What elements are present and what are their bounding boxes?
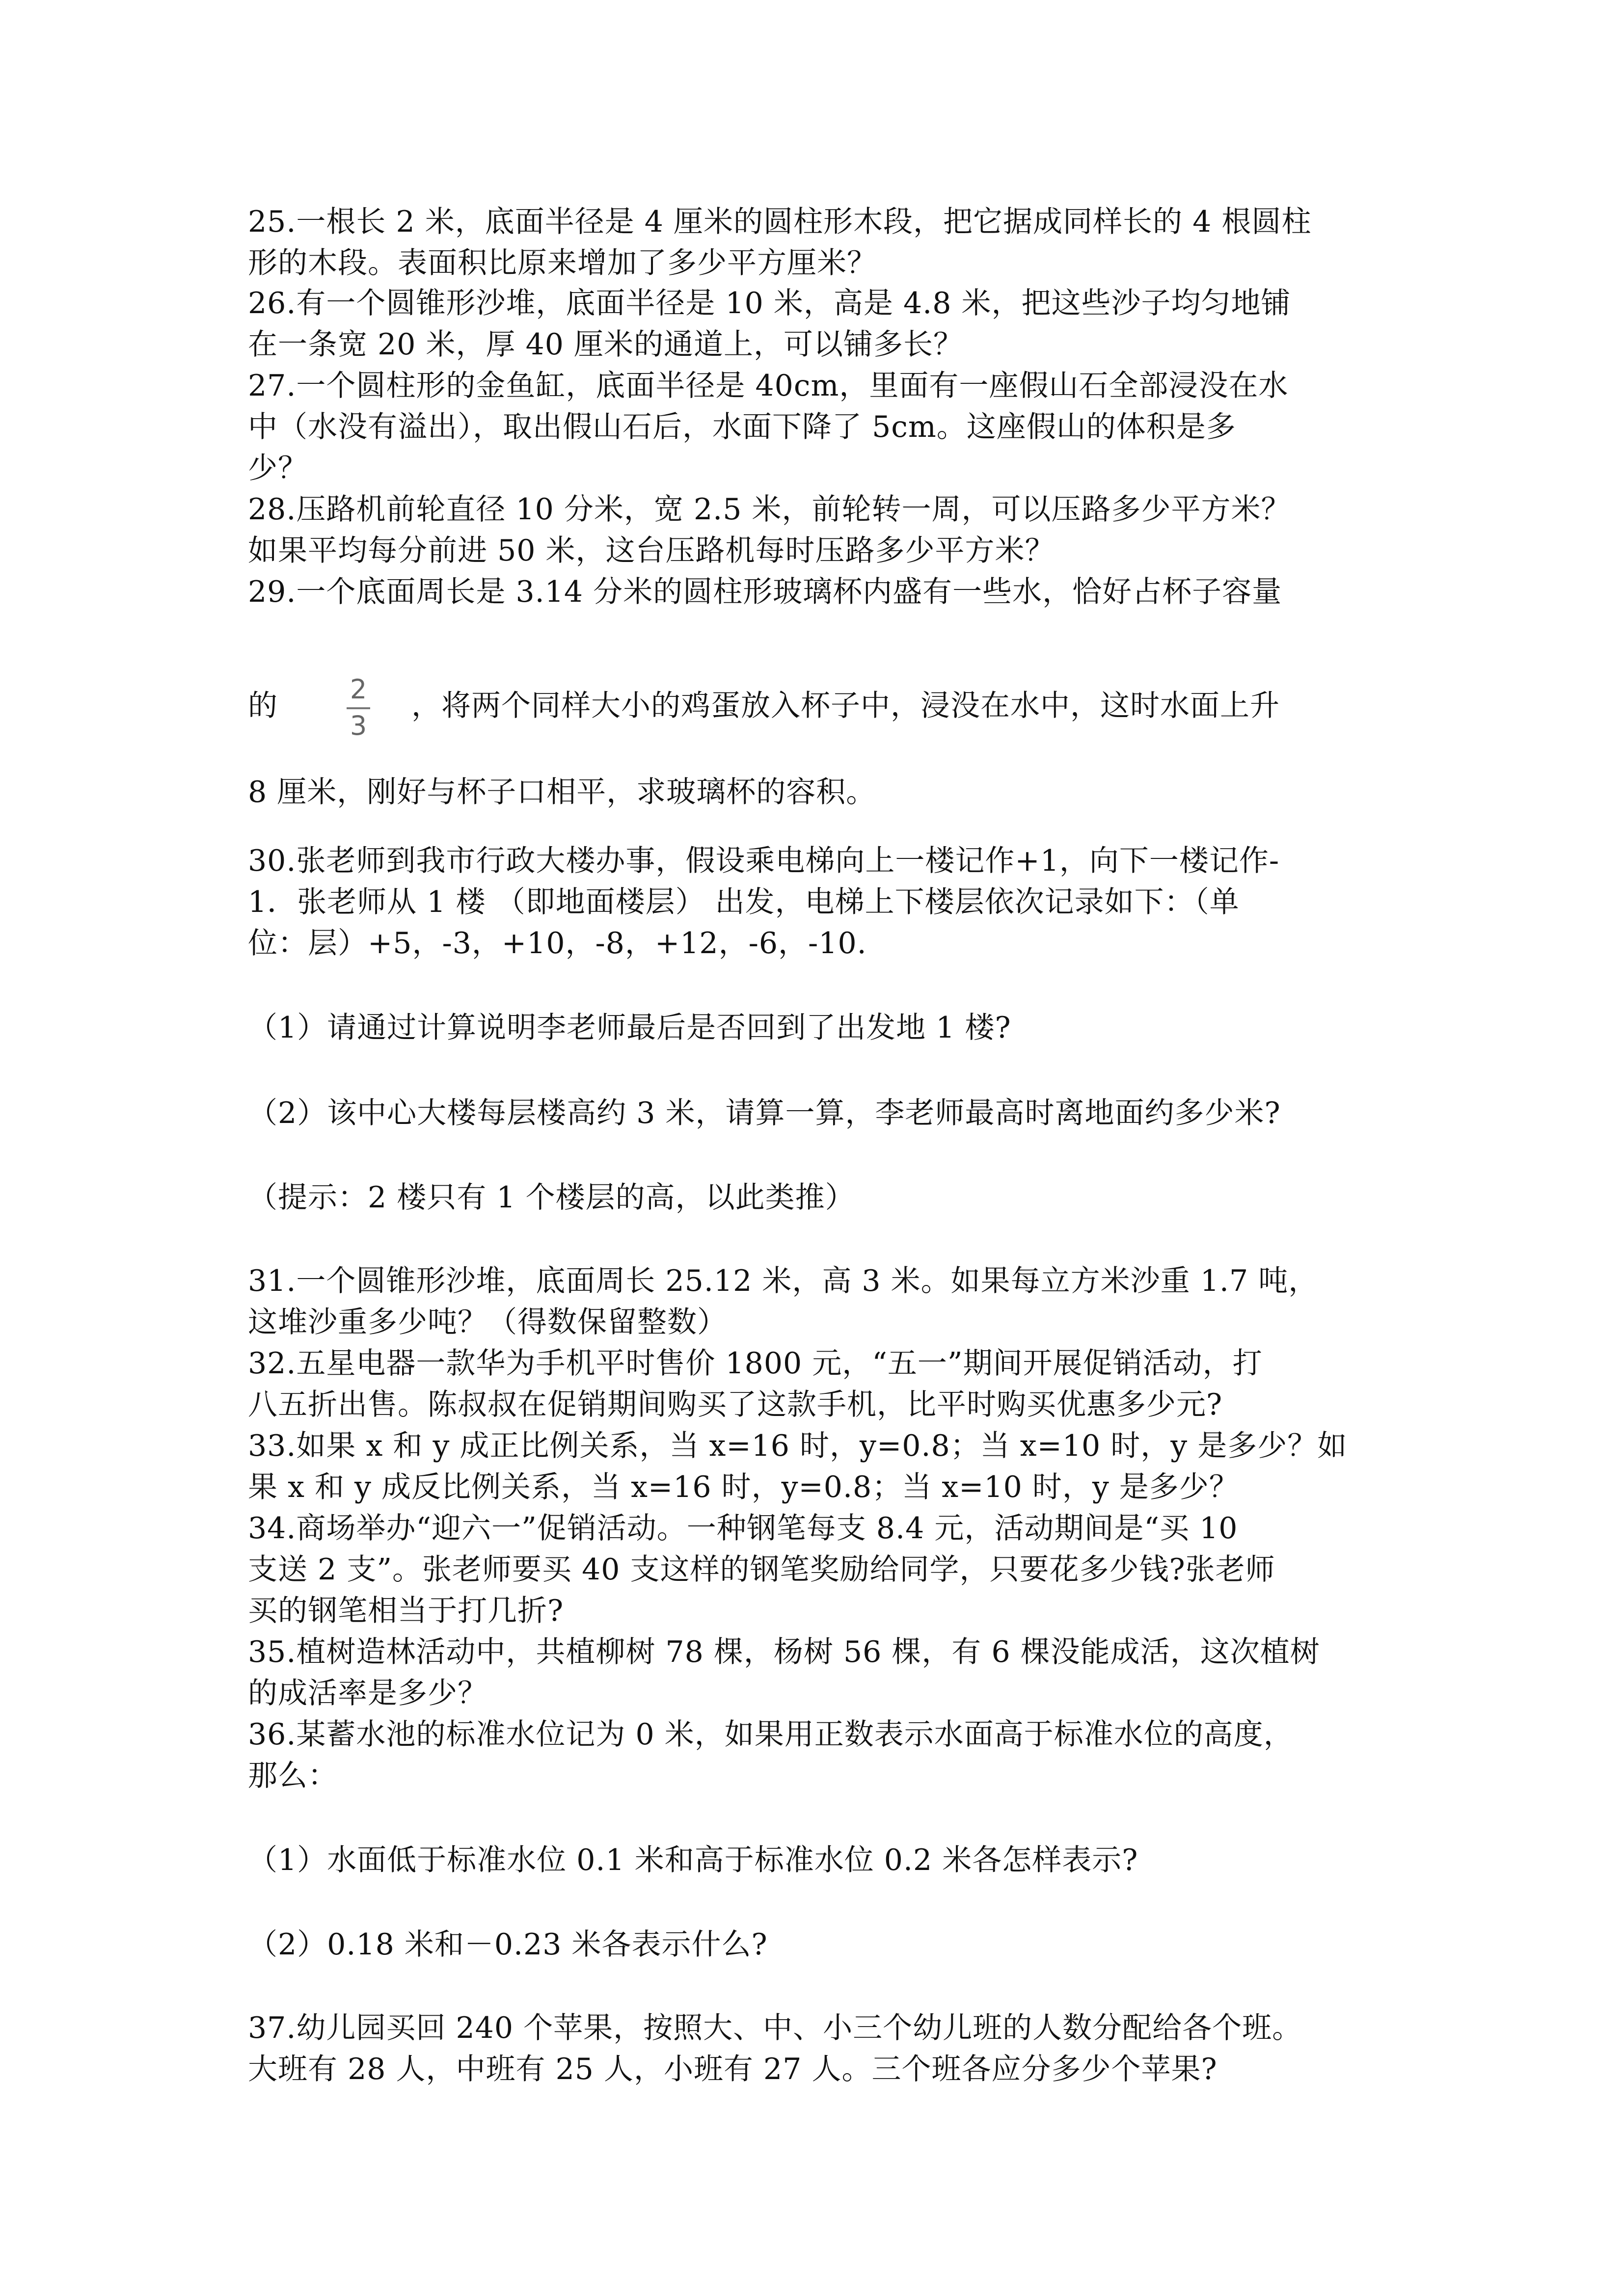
fraction-denominator: 3 [350, 710, 367, 741]
q26-line-1: 26.有一个圆锥形沙堆，底面半径是 10 米，高是 4.8 米，把这些沙子均匀地铺 [248, 286, 1291, 320]
q33-line-1: 33.如果 x 和 y 成正比例关系，当 x=16 时，y=0.8；当 x=10 时，y 是多少？如 [248, 1429, 1348, 1463]
q34-line-3: 买的钢笔相当于打几折? [248, 1594, 564, 1628]
q37-line-2: 大班有 28 人，中班有 25 人，小班有 27 人。三个班各应分多少个苹果? [248, 2052, 1218, 2086]
q27-line-2: 中（水没有溢出），取出假山石后，水面下降了 5cm。这座假山的体积是多 [248, 410, 1236, 444]
q27-line-1: 27.一个圆柱形的金鱼缸，底面半径是 40cm，里面有一座假山石全部浸没在水 [248, 369, 1289, 403]
q34-line-1: 34.商场举办“迎六一”促销活动。一种钢笔每支 8.4 元，活动期间是“买 10 [248, 1511, 1238, 1546]
q29-line-2-suffix: ，将两个同样大小的鸡蛋放入杯子中，浸没在水中，这时水面上升 [411, 689, 1280, 723]
q34-line-2: 支送 2 支”。张老师要买 40 支这样的钢笔奖励给同学，只要花多少钱?张老师 [248, 1552, 1275, 1587]
q36-line-1: 36.某蓄水池的标准水位记为 0 米，如果用正数表示水面高于标准水位的高度， [248, 1717, 1294, 1752]
q36-sub-question-1: （1）水面低于标准水位 0.1 米和高于标准水位 0.2 米各怎样表示? [248, 1843, 1138, 1877]
q35-line-2: 的成活率是多少？ [248, 1676, 487, 1710]
q30-line-1: 30.张老师到我市行政大楼办事，假设乘电梯向上一楼记作+1，向下一楼记作- [248, 844, 1280, 878]
q31-line-2: 这堆沙重多少吨？（得数保留整数） [248, 1305, 727, 1339]
q25-line-2: 形的木段。表面积比原来增加了多少平方厘米？ [248, 246, 877, 280]
q36-line-2: 那么： [248, 1759, 338, 1793]
q35-line-1: 35.植树造林活动中，共植柳树 78 棵，杨树 56 棵，有 6 棵没能成活，这次植树 [248, 1635, 1320, 1669]
q30-sub-question-1: （1）请通过计算说明李老师最后是否回到了出发地 1 楼? [248, 1011, 1011, 1045]
q33-line-2: 果 x 和 y 成反比例关系，当 x=16 时，y=0.8；当 x=10 时，y 是多少？ [248, 1470, 1239, 1504]
q32-line-2: 八五折出售。陈叔叔在促销期间购买了这款手机，比平时购买优惠多少元? [248, 1388, 1223, 1422]
q30-line-3: 位：层）+5，-3，+10，-8，+12，-6，-10. [248, 926, 867, 961]
q29-line-2-prefix: 的 [248, 689, 278, 723]
q25-line-1: 25.一根长 2 米，底面半径是 4 厘米的圆柱形木段，把它据成同样长的 4 根圆柱 [248, 205, 1312, 239]
q30-sub-question-2: （2）该中心大楼每层楼高约 3 米，请算一算，李老师最高时离地面约多少米? [248, 1096, 1281, 1130]
q29-fraction [344, 675, 373, 741]
q29-line-1: 29.一个底面周长是 3.14 分米的圆柱形玻璃杯内盛有一些水，恰好占杯子容量 [248, 575, 1282, 609]
q30-hint: （提示：2 楼只有 1 个楼层的高，以此类推） [248, 1180, 855, 1215]
fraction-bar [347, 707, 370, 709]
q27-line-3: 少？ [248, 451, 308, 485]
q37-line-1: 37.幼儿园买回 240 个苹果，按照大、中、小三个幼儿班的人数分配给各个班。 [248, 2011, 1302, 2045]
q36-sub-question-2: （2）0.18 米和－0.23 米各表示什么? [248, 1927, 768, 1962]
fraction-numerator: 2 [350, 674, 367, 705]
q26-line-2: 在一条宽 20 米，厚 40 厘米的通道上，可以铺多长？ [248, 327, 963, 362]
q30-line-2: 1．张老师从 1 楼 （即地面楼层） 出发，电梯上下楼层依次记录如下：（单 [248, 885, 1240, 919]
q32-line-1: 32.五星电器一款华为手机平时售价 1800 元，“五一”期间开展促销活动，打 [248, 1346, 1263, 1381]
q31-line-1: 31.一个圆锥形沙堆，底面周长 25.12 米，高 3 米。如果每立方米沙重 1.7 吨， [248, 1264, 1319, 1298]
q28-line-2: 如果平均每分前进 50 米，这台压路机每时压路多少平方米？ [248, 534, 1055, 568]
q28-line-1: 28.压路机前轮直径 10 分米，宽 2.5 米，前轮转一周，可以压路多少平方米？ [248, 492, 1291, 527]
q29-line-3: 8 厘米，刚好与杯子口相平，求玻璃杯的容积。 [248, 775, 876, 809]
